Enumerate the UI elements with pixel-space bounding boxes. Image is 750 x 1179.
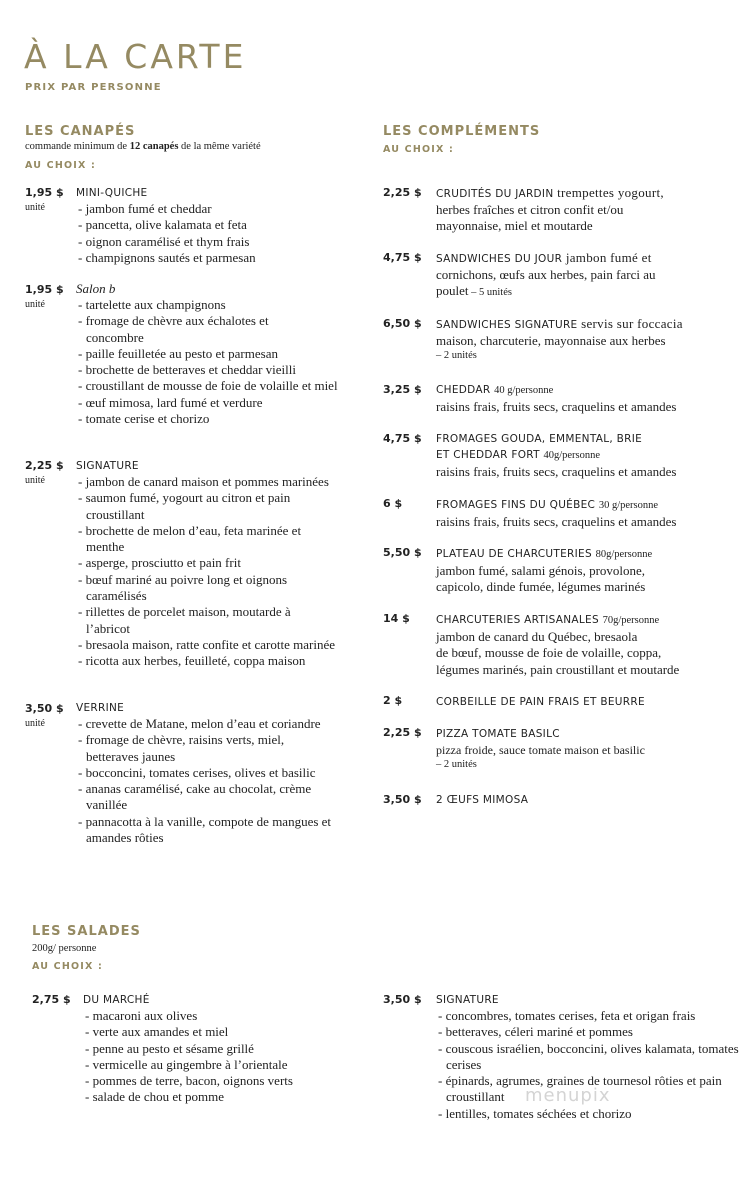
menu-item-signature	[76, 458, 366, 670]
item-quantity: – 2 unités	[436, 350, 477, 362]
item-price: 2,25 $	[25, 459, 64, 472]
item-desc-line	[436, 283, 736, 300]
page-title: À LA CARTE	[24, 37, 247, 76]
complements-heading: LES COMPLÉMENTS	[383, 124, 541, 139]
list-item: - épinards, agrumes, graines de tournesol rôties et pain croustillant	[438, 1073, 722, 1105]
item-desc-line: mayonnaise, miel et moutarde	[436, 218, 593, 234]
canapes-choice: AU CHOIX :	[25, 160, 97, 171]
item-desc-line: raisins frais, fruits secs, craquelins et amandes	[436, 514, 677, 529]
item-portion: 30 g/personne	[598, 500, 659, 511]
item-name-text: CRUDITÉS DU JARDIN	[436, 188, 554, 200]
item-name-text: ET CHEDDAR FORT	[436, 449, 540, 461]
item-unit: unité	[25, 299, 45, 310]
item-desc-line: cornichons, œufs aux herbes, pain farci au	[436, 267, 656, 282]
item-name: VERRINE	[76, 702, 125, 714]
canapes-note-pre: commande minimum de	[25, 141, 130, 152]
menu-item-salon-b	[76, 281, 366, 427]
item-portion: 70g/personne	[602, 615, 660, 626]
list-item: - œuf mimosa, lard fumé et verdure	[78, 394, 263, 410]
item-name	[436, 546, 736, 563]
menu-item-fromages-fins	[436, 497, 736, 530]
item-name: MINI-QUICHE	[76, 187, 148, 199]
item-price: 3,50 $	[383, 793, 422, 806]
list-item: - couscous israélien, bocconcini, olives kalamata, tomates cerises	[438, 1040, 739, 1072]
item-options	[76, 716, 366, 846]
list-item: - fromage de chèvre, raisins verts, miel, betteraves jaunes	[78, 732, 285, 764]
item-options	[83, 1008, 373, 1106]
list-item: - paille feuilletée au pesto et parmesan	[78, 345, 278, 361]
menu-item-corbeille-pain	[436, 694, 736, 710]
menu-item-du-marche	[83, 992, 373, 1106]
item-portion: 40g/personne	[543, 450, 601, 461]
item-price: 14 $	[383, 612, 410, 625]
item-price: 2,25 $	[383, 726, 422, 739]
list-item: - vermicelle au gingembre à l’orientale	[85, 1056, 288, 1072]
item-price: 2,75 $	[32, 993, 71, 1006]
menu-item-mini-quiche	[76, 185, 376, 266]
item-name-text: SANDWICHES DU JOUR	[436, 253, 563, 265]
item-price: 3,50 $	[25, 702, 64, 715]
item-name	[436, 497, 736, 514]
salades-note: 200g/ personne	[32, 943, 97, 954]
list-item: - ananas caramélisé, cake au chocolat, crème vanillée	[78, 781, 312, 813]
list-item: - fromage de chèvre aux échalotes et concombre	[78, 313, 269, 345]
item-desc-line: jambon fumé, salami génois, provolone,	[436, 563, 646, 578]
item-name: SIGNATURE	[436, 994, 499, 1006]
canapes-heading: LES CANAPÉS	[25, 124, 136, 139]
canapes-note	[25, 142, 261, 153]
list-item: - macaroni aux olives	[85, 1008, 198, 1023]
list-item: - champignons sautés et parmesan	[78, 249, 256, 265]
item-options	[76, 297, 366, 427]
item-price: 2 $	[383, 694, 403, 707]
menu-item-verrine	[76, 700, 366, 846]
list-item: - concombres, tomates cerises, feta et origan frais	[438, 1008, 696, 1023]
item-name-text: PLATEAU DE CHARCUTERIES	[436, 548, 592, 560]
list-item: - brochette de betteraves et cheddar vieilli	[78, 362, 297, 378]
list-item: - jambon de canard maison et pommes marinées	[78, 474, 329, 489]
item-quantity: – 2 unités	[436, 759, 477, 771]
item-price: 6 $	[383, 497, 403, 510]
item-name: PIZZA TOMATE BASILC	[436, 728, 560, 740]
list-item: - bresaola maison, ratte confite et carotte marinée	[78, 636, 335, 652]
menu-item-cheddar	[436, 382, 736, 415]
canapes-note-bold: 12 canapés	[129, 141, 179, 152]
list-item: - verte aux amandes et miel	[85, 1024, 229, 1040]
item-desc-line: légumes marinés, pain croustillant et moutarde	[436, 661, 680, 677]
item-desc-line: de bœuf, mousse de foie de volaille, coppa,	[436, 645, 662, 661]
list-item: - jambon fumé et cheddar	[78, 201, 212, 216]
item-quantity: – 5 unités	[468, 287, 512, 299]
menu-item-plateau-charcuteries	[436, 546, 736, 596]
item-desc-line: maison, charcuterie, mayonnaise aux herbes	[436, 333, 666, 348]
item-name-text: FROMAGES FINS DU QUÉBEC	[436, 499, 596, 511]
item-desc-line: jambon de canard du Québec, bresaola	[436, 629, 638, 644]
watermark: menupix	[525, 1085, 611, 1106]
item-name-text: CHEDDAR	[436, 384, 491, 396]
item-desc-text: poulet	[436, 283, 469, 299]
item-name: DU MARCHÉ	[83, 994, 150, 1006]
item-price: 1,95 $	[25, 186, 64, 199]
list-item: - rillettes de porcelet maison, moutarde à l’abricot	[78, 604, 291, 636]
item-name-text: SANDWICHES SIGNATURE	[436, 319, 578, 331]
item-name	[436, 316, 736, 333]
menu-item-sandwiches-du-jour	[436, 250, 736, 300]
salades-choice: AU CHOIX :	[32, 961, 104, 972]
item-inline-desc: jambon fumé et	[565, 250, 652, 265]
item-price: 2,25 $	[383, 186, 422, 199]
list-item: - pommes de terre, bacon, oignons verts	[85, 1073, 293, 1089]
list-item: - pancetta, olive kalamata et feta	[78, 217, 247, 233]
item-name	[436, 382, 736, 399]
list-item: - ricotta aux herbes, feuilleté, coppa maison	[78, 653, 306, 669]
menu-item-charcuteries-artisanales	[436, 612, 736, 678]
item-portion: 40 g/personne	[494, 385, 554, 396]
item-name	[436, 612, 736, 629]
item-name: Salon b	[76, 281, 116, 296]
item-portion: 80g/personne	[595, 549, 653, 560]
item-desc-line: raisins frais, fruits secs, craquelins et amandes	[436, 399, 677, 414]
item-price: 5,50 $	[383, 546, 422, 559]
list-item: - asperge, prosciutto et pain frit	[78, 555, 241, 571]
canapes-note-post: de la même variété	[178, 141, 261, 152]
item-name: CORBEILLE DE PAIN FRAIS ET BEURRE	[436, 696, 645, 708]
list-item: - oignon caramélisé et thym frais	[78, 233, 250, 249]
item-name	[436, 250, 736, 267]
salades-heading: LES SALADES	[32, 924, 141, 939]
list-item: - tomate cerise et chorizo	[78, 411, 210, 427]
item-name-text: CHARCUTERIES ARTISANALES	[436, 614, 599, 626]
item-options	[76, 201, 376, 266]
list-item: - croustillant de mousse de foie de volaille et miel	[78, 378, 338, 394]
menu-item-pizza	[436, 726, 736, 772]
list-item: - penne au pesto et sésame grillé	[85, 1040, 254, 1056]
complements-choice: AU CHOIX :	[383, 144, 455, 155]
menu-item-sandwiches-signature	[436, 316, 736, 363]
item-name: FROMAGES GOUDA, EMMENTAL, BRIE	[436, 433, 643, 445]
list-item: - salade de chou et pomme	[85, 1089, 224, 1105]
list-item: - crevette de Matane, melon d’eau et coriandre	[78, 716, 321, 731]
list-item: - brochette de melon d’eau, feta marinée et menthe	[78, 522, 302, 555]
item-desc-line: capicolo, dinde fumée, légumes marinés	[436, 579, 646, 595]
item-name-cont	[436, 447, 736, 464]
item-name: SIGNATURE	[76, 460, 139, 472]
menu-item-fromages	[436, 431, 736, 480]
list-item: - betteraves, céleri mariné et pommes	[438, 1024, 633, 1040]
list-item: - pannacotta à la vanille, compote de mangues et amandes rôties	[78, 813, 332, 846]
list-item: - bœuf mariné au poivre long et oignons caramélisés	[78, 571, 288, 604]
item-price: 1,95 $	[25, 283, 64, 296]
list-item: - saumon fumé, yogourt au citron et pain croustillant	[78, 490, 291, 522]
item-price: 6,50 $	[383, 317, 422, 330]
item-price: 4,75 $	[383, 432, 422, 445]
item-desc-line: pizza froide, sauce tomate maison et basilic	[436, 743, 645, 757]
list-item: - bocconcini, tomates cerises, olives et basilic	[78, 764, 316, 780]
item-unit: unité	[25, 202, 45, 213]
item-price: 3,50 $	[383, 993, 422, 1006]
list-item: - lentilles, tomates séchées et chorizo	[438, 1105, 632, 1121]
item-desc-line: raisins frais, fruits secs, craquelins et amandes	[436, 464, 677, 479]
item-inline-desc: servis sur foccacia	[581, 316, 683, 331]
item-price: 4,75 $	[383, 251, 422, 264]
menu-item-crudites	[436, 185, 736, 235]
item-price: 3,25 $	[383, 383, 422, 396]
item-options	[76, 474, 366, 670]
item-name: 2 ŒUFS MIMOSA	[436, 794, 529, 806]
item-desc-line: herbes fraîches et citron confit et/ou	[436, 202, 624, 217]
item-inline-desc: trempettes yogourt,	[557, 185, 664, 200]
menu-item-oeufs-mimosa	[436, 792, 736, 808]
page-subtitle: PRIX PAR PERSONNE	[25, 82, 162, 93]
item-unit: unité	[25, 718, 45, 729]
list-item: - tartelette aux champignons	[78, 297, 226, 312]
item-unit: unité	[25, 475, 45, 486]
item-name	[436, 185, 736, 202]
